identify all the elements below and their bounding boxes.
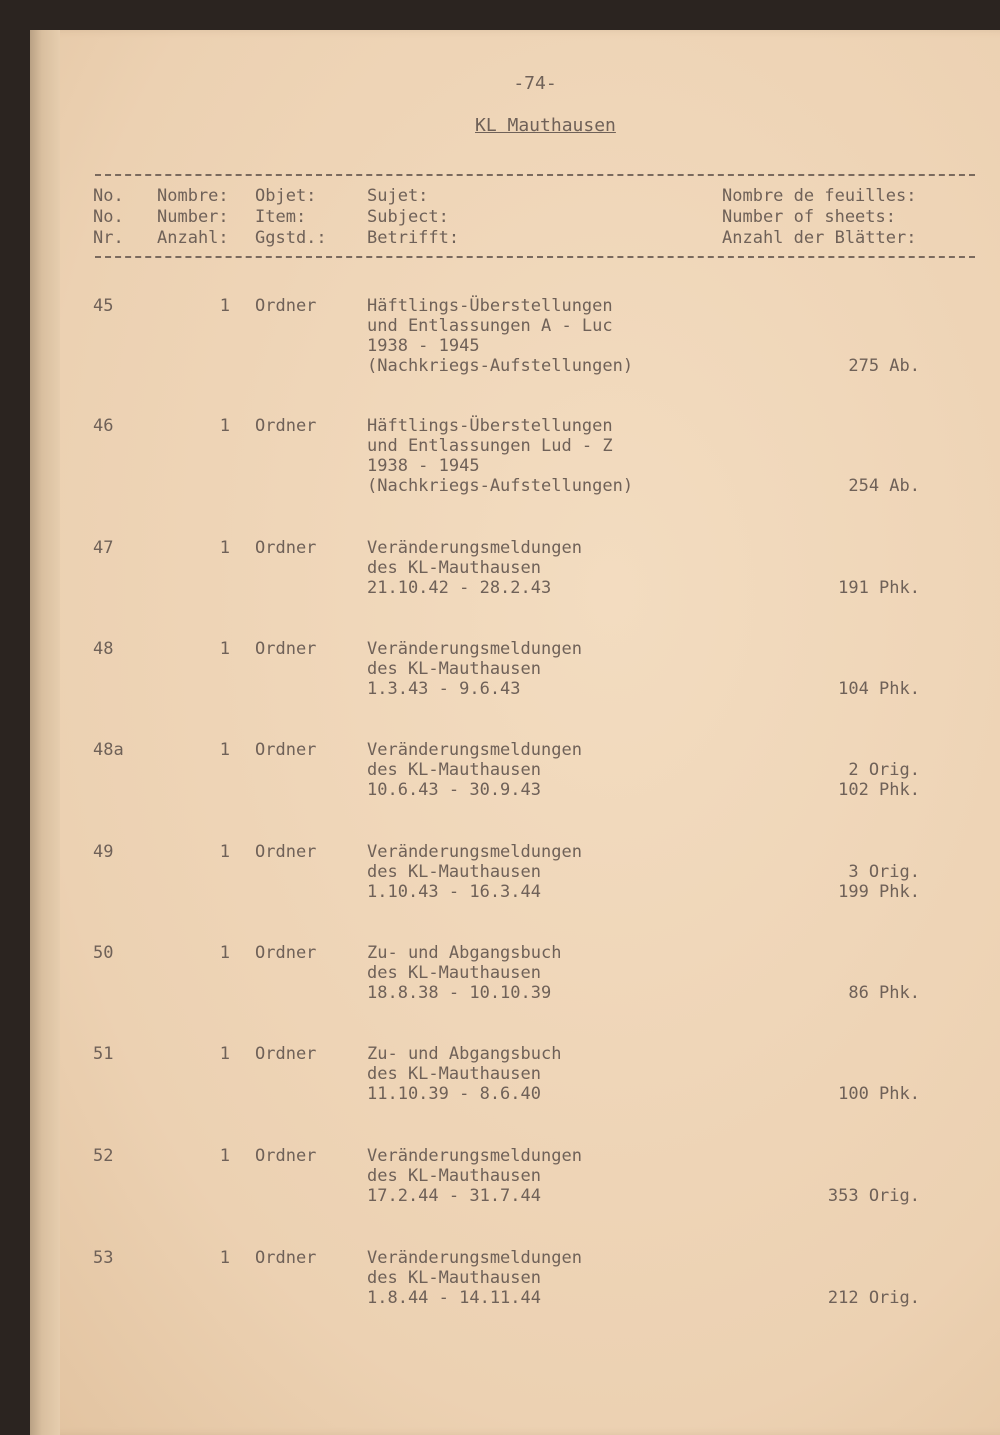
entry-object: Ordner [255,296,317,316]
entry-sheets: 3 Orig. 199 Phk. [838,862,920,902]
entry-count: 1 [219,639,230,659]
entry-subject: Veränderungsmeldungen des KL-Mauthausen 1.3.43 - 9.6.43 [367,639,582,699]
entry-object: Ordner [255,416,317,436]
entry-number: 45 [93,296,114,316]
header-count: Nombre: Number: Anzahl: [157,186,229,248]
entry-count: 1 [219,842,230,862]
entry-count: 1 [219,416,230,436]
entry-subject: Häftlings-Überstellungen und Entlassungen Lud - Z 1938 - 1945 (Nachkriegs-Aufstellungen) [367,416,634,496]
entry-subject: Veränderungsmeldungen des KL-Mauthausen 1.8.44 - 14.11.44 [367,1248,582,1308]
entry-sheets: 100 Phk. [838,1084,920,1104]
entry-count: 1 [219,1248,230,1268]
entry-number: 47 [93,538,114,558]
entry-number: 50 [93,943,114,963]
list-item [0,740,1000,840]
entry-number: 53 [93,1248,114,1268]
entry-object: Ordner [255,943,317,963]
header-object: Objet: Item: Ggstd.: [255,186,327,248]
entry-subject: Zu- und Abgangsbuch des KL-Mauthausen 11.10.39 - 8.6.40 [367,1044,562,1104]
header-subject: Sujet: Subject: Betrifft: [367,186,460,248]
entry-subject: Veränderungsmeldungen des KL-Mauthausen 10.6.43 - 30.9.43 [367,740,582,800]
entry-object: Ordner [255,842,317,862]
entry-sheets: 353 Orig. [827,1186,920,1206]
entry-sheets: 212 Orig. [827,1288,920,1308]
list-item [0,416,1000,516]
list-item [0,943,1000,1043]
list-item [0,1146,1000,1246]
list-item [0,1044,1000,1144]
entry-count: 1 [219,296,230,316]
list-item [0,538,1000,638]
entry-subject: Zu- und Abgangsbuch des KL-Mauthausen 18.8.38 - 10.10.39 [367,943,562,1003]
header-sheets: Nombre de feuilles: Number of sheets: Anzahl der Blätter: [722,186,917,248]
list-item [0,1248,1000,1348]
entry-object: Ordner [255,1146,317,1166]
entry-count: 1 [219,538,230,558]
list-item [0,296,1000,396]
entry-sheets: 2 Orig. 102 Phk. [838,760,920,800]
entry-number: 46 [93,416,114,436]
list-item [0,639,1000,739]
entry-count: 1 [219,1044,230,1064]
entry-object: Ordner [255,538,317,558]
entry-sheets: 254 Ab. [848,476,920,496]
entry-object: Ordner [255,740,317,760]
entry-subject: Veränderungsmeldungen des KL-Mauthausen 1.10.43 - 16.3.44 [367,842,582,902]
entry-subject: Veränderungsmeldungen des KL-Mauthausen 21.10.42 - 28.2.43 [367,538,582,598]
entry-count: 1 [219,1146,230,1166]
entry-object: Ordner [255,639,317,659]
entry-count: 1 [219,943,230,963]
entry-number: 48a [93,740,124,760]
entry-sheets: 191 Phk. [838,578,920,598]
entry-sheets: 275 Ab. [848,356,920,376]
page-number: -74- [513,73,557,94]
header-divider-top [95,174,975,176]
entry-count: 1 [219,740,230,760]
entry-object: Ordner [255,1248,317,1268]
entry-number: 48 [93,639,114,659]
entry-number: 51 [93,1044,114,1064]
list-item [0,842,1000,942]
entry-number: 52 [93,1146,114,1166]
entry-subject: Häftlings-Überstellungen und Entlassungen A - Luc 1938 - 1945 (Nachkriegs-Aufstellungen) [367,296,634,376]
entry-number: 49 [93,842,114,862]
header-divider-bottom [95,256,975,258]
header-no: No. No. Nr. [93,186,124,248]
entry-subject: Veränderungsmeldungen des KL-Mauthausen 17.2.44 - 31.7.44 [367,1146,582,1206]
entry-object: Ordner [255,1044,317,1064]
page-title: KL Mauthausen [475,115,616,136]
entry-sheets: 86 Phk. [848,983,920,1003]
entry-sheets: 104 Phk. [838,679,920,699]
